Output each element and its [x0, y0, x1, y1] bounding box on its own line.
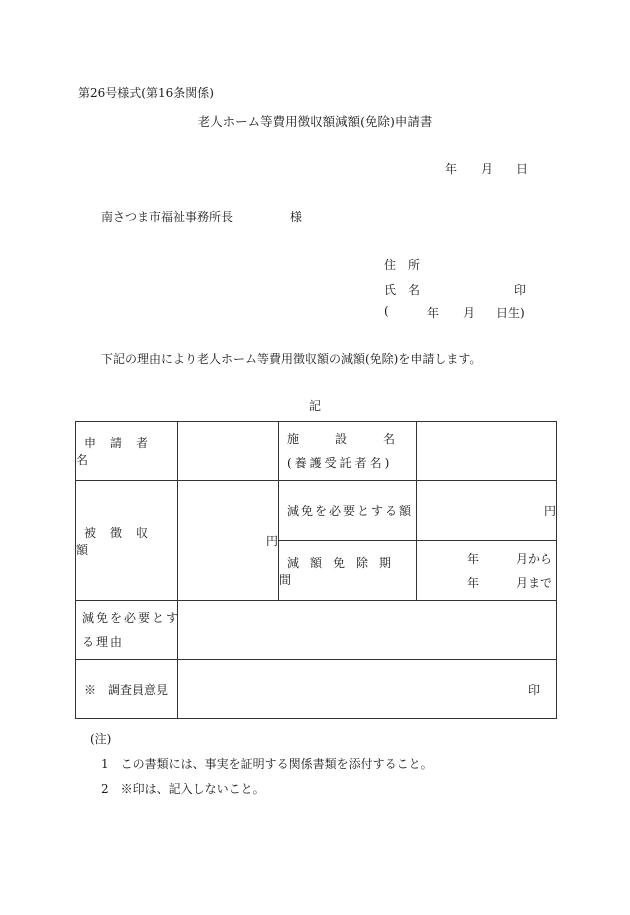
collection-amount-label: 被徴収額 [76, 525, 163, 557]
table-row [76, 660, 557, 719]
period-to-month: 月まで [515, 575, 552, 590]
notes-heading: (注) [90, 732, 112, 746]
period-from-month: 月から [515, 551, 552, 566]
yen-unit: 円 [265, 534, 278, 548]
table-row [76, 601, 557, 660]
date-day: 日 [516, 162, 529, 176]
name-label: 氏 名 [384, 283, 421, 297]
birth-month: 月 [463, 306, 476, 320]
applicant-name-label: 申請者名 [76, 436, 163, 467]
facility-label-cell [279, 422, 417, 481]
investigator-label-cell [76, 660, 178, 719]
form-number: 第26号様式(第16条関係) [78, 86, 214, 100]
period-value[interactable] [417, 541, 557, 601]
required-amount-label: 減免を必要とする額 [287, 504, 414, 518]
addressee-name: 南さつま市福祉事務所長 [101, 210, 234, 224]
period-label: 減額免除期間 [279, 555, 403, 587]
table-row [76, 422, 557, 481]
address-label: 住 所 [384, 258, 421, 272]
collection-amount-label-cell [76, 481, 178, 601]
body-text: 下記の理由により老人ホーム等費用徴収額の減額(免除)を申請します。 [101, 352, 482, 366]
birth-day: 日生) [496, 306, 525, 320]
addressee-honorific: 様 [290, 210, 303, 224]
applicant-name-label-cell [76, 422, 178, 481]
investigator-label: ※ 調査員意見 [84, 682, 169, 697]
page-title: 老人ホーム等費用徴収額減額(免除)申請書 [197, 114, 433, 129]
investigator-seal: 印 [527, 682, 540, 697]
birth-year: 年 [427, 306, 440, 320]
period-to-year: 年 [467, 575, 480, 590]
reason-value[interactable] [178, 601, 557, 660]
birth-open: ( [384, 304, 389, 318]
period-from [417, 547, 556, 571]
application-table [75, 421, 557, 719]
required-amount-label-cell [279, 481, 417, 541]
reason-label: 減免を必要とする理由 [82, 611, 181, 649]
note-item: 1 この書類には、事実を証明する関係書類を添付すること。 [101, 757, 433, 771]
period-from-year: 年 [467, 551, 480, 566]
facility-value[interactable] [417, 422, 557, 481]
date-year: 年 [445, 162, 458, 176]
note-item: 2 ※印は、記入しないこと。 [101, 782, 265, 796]
ki-heading: 記 [308, 399, 321, 413]
facility-label-line2: (養護受託者名) [287, 456, 393, 470]
table-row [76, 481, 557, 541]
reason-label-cell [76, 601, 181, 660]
investigator-value[interactable] [178, 660, 557, 719]
period-to [417, 571, 556, 595]
collection-amount-value[interactable] [178, 481, 279, 601]
required-yen-unit: 円 [543, 504, 556, 518]
period-label-cell [279, 541, 417, 601]
required-amount-value[interactable] [417, 481, 557, 541]
applicant-seal: 印 [514, 283, 527, 297]
applicant-name-value[interactable] [178, 422, 279, 481]
notes [90, 727, 433, 802]
date-month: 月 [481, 162, 494, 176]
facility-label-line1: 施 設 名 [287, 432, 396, 446]
